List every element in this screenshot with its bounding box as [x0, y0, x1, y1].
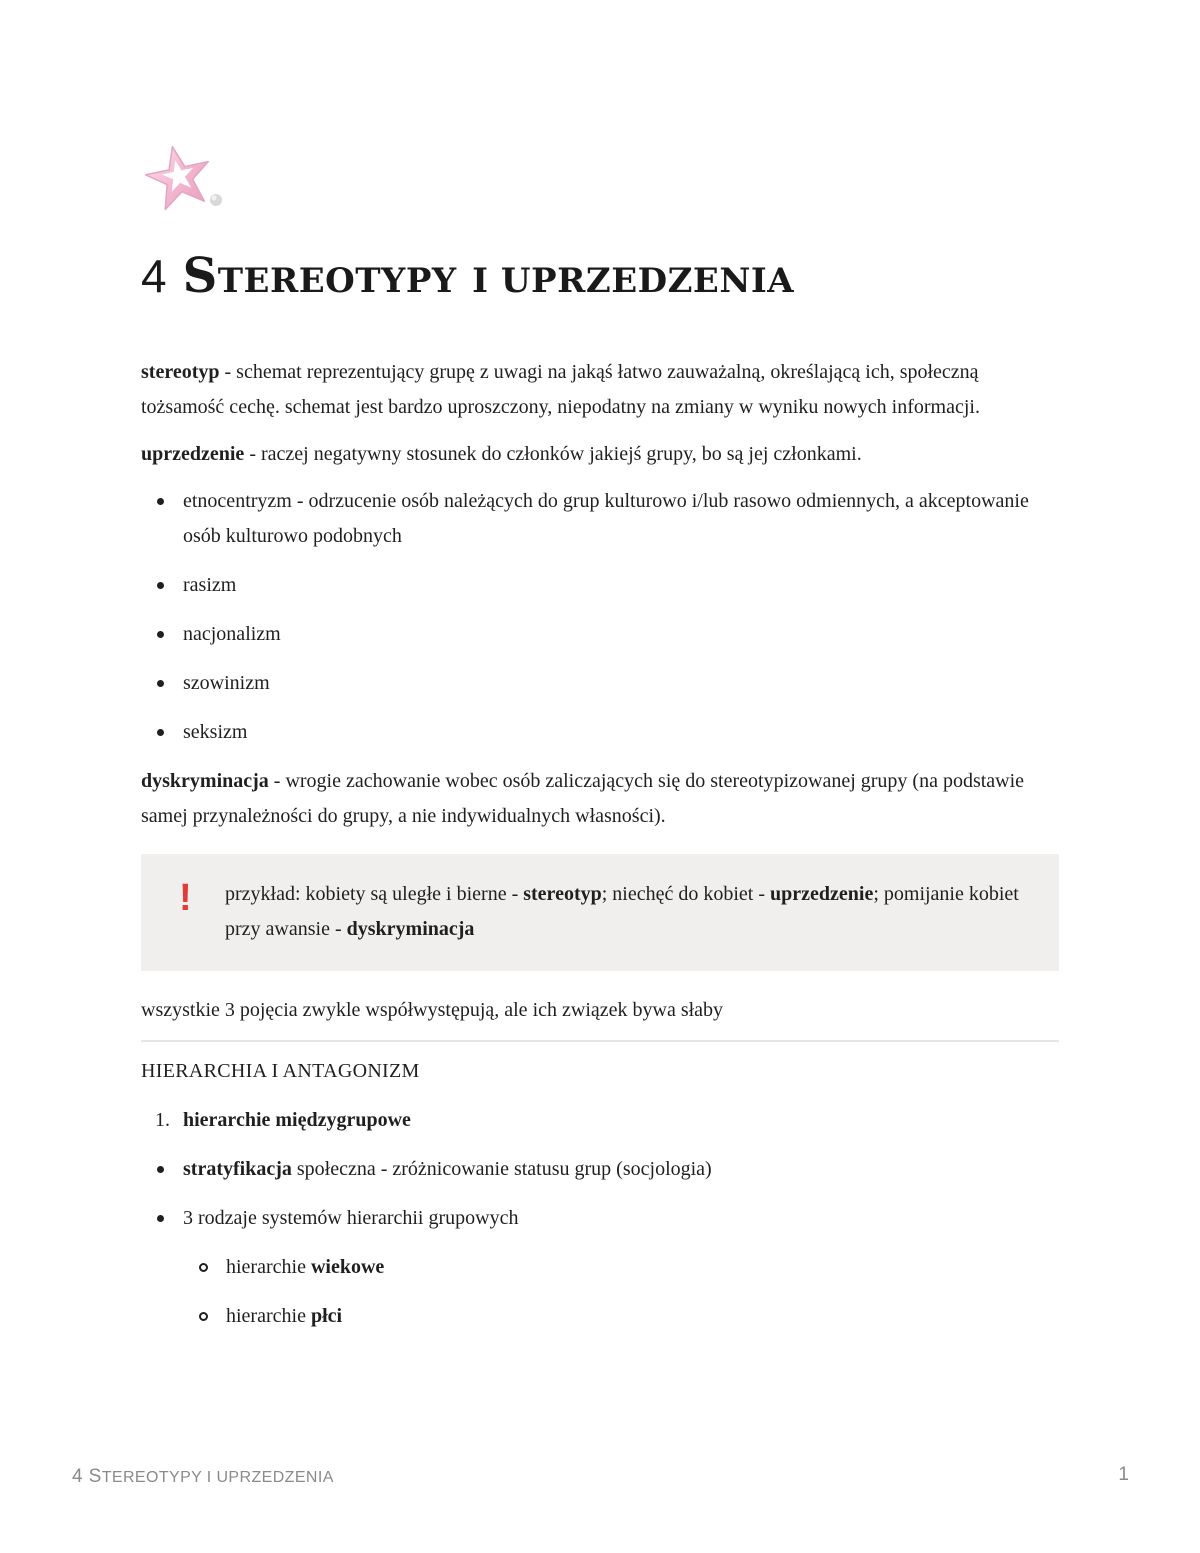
- list-item: stratyfikacja społeczna - zróżnicowanie statusu grup (socjologia): [141, 1152, 1059, 1187]
- paragraph-dyskryminacja: dyskryminacja - wrogie zachowanie wobec osób zaliczających się do stereotypizowanej grupy (na podstawie samej przynależności do grupy, a nie indywidualnych własności).: [141, 770, 1025, 827]
- hierarchy-sublist: [141, 1250, 1059, 1334]
- list-item: nacjonalizm: [141, 617, 1059, 652]
- list-item: 1. hierarchie międzygrupowe: [155, 1109, 411, 1131]
- list-item: 3 rodzaje systemów hierarchii grupowych: [141, 1201, 1059, 1236]
- paragraph-uprzedzenie: uprzedzenie - raczej negatywny stosunek do członków jakiejś grupy, bo są jej członkami.: [141, 443, 862, 465]
- exclamation-icon: !: [179, 877, 192, 919]
- list-item: rasizm: [141, 568, 1059, 603]
- page-number: 1: [1118, 1464, 1129, 1485]
- page-content: [141, 355, 1059, 1348]
- pink-star-icon: [141, 140, 231, 220]
- list-item: hierarchie płci: [141, 1299, 1059, 1334]
- section-heading: HIERARCHIA I ANTAGONIZM: [141, 1060, 420, 1082]
- example-callout: ! przykład: kobiety są uległe i bierne - stereotyp; niechęć do kobiet - uprzedzenie; pomijanie kobiet przy awansie - dyskryminacja: [141, 854, 1059, 971]
- divider: [141, 1040, 1059, 1042]
- page-title: 4 STEREOTYPY I UPRZEDZENIA: [141, 248, 795, 304]
- list-item: seksizm: [141, 715, 1059, 750]
- numbered-list: [141, 1103, 1059, 1138]
- list-item: hierarchie wiekowe: [141, 1250, 1059, 1285]
- summary-text: wszystkie 3 pojęcia zwykle współwystępują, ale ich związek bywa słaby: [141, 999, 724, 1021]
- list-item: szowinizm: [141, 666, 1059, 701]
- paragraph-stereotyp: stereotyp - schemat reprezentujący grupę z uwagi na jakąś łatwo zauważalną, określającą ich, społeczną tożsamość cechę. schemat jest bardzo uproszczony, niepodatny na zmiany w wyniku nowych informacji.: [141, 361, 980, 418]
- list-item: etnocentryzm - odrzucenie osób należących do grup kulturowo i/lub rasowo odmiennych, a akceptowanie osób kulturowo podobnych: [141, 484, 1059, 554]
- hierarchy-list: [141, 1152, 1059, 1236]
- footer-title: 4 STEREOTYPY I UPRZEDZENIA: [72, 1466, 334, 1487]
- prejudice-list: [141, 484, 1059, 750]
